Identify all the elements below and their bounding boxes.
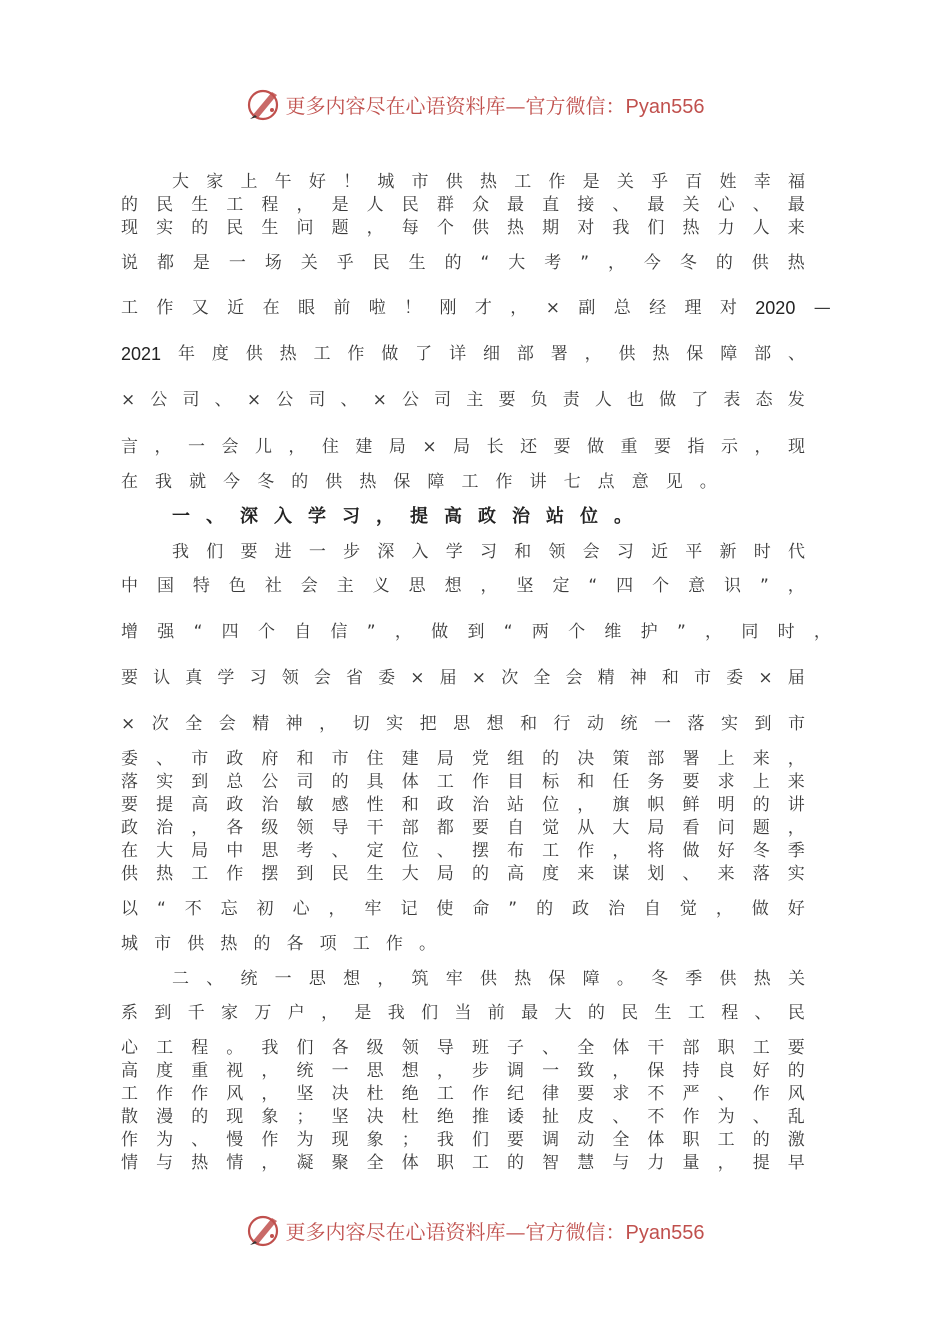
text-line: 以 “ 不 忘 初 心 ， 牢 记 使 命 ” 的 政 治 自 觉 ， 做 好 <box>121 899 805 919</box>
text-line: 城 市 供 热 的 各 项 工 作 。 <box>121 934 436 954</box>
section-heading-2: 二 、 统 一 思 想 ， 筑 牢 供 热 保 障 。 冬 季 供 热 关 <box>172 969 805 989</box>
pen-in-circle-logo-icon <box>246 1212 282 1248</box>
text-line: 散 漫 的 现 象 ； 坚 决 杜 绝 推 诿 扯 皮 、 不 作 为 、 乱 <box>121 1107 805 1127</box>
text-line: 落 实 到 总 公 司 的 具 体 工 作 目 标 和 任 务 要 求 上 来 <box>121 772 805 792</box>
banner-label: 更多内容尽在心语资料库—官方微信： <box>285 1219 626 1244</box>
text-line: × 次 全 会 精 神 ， 切 实 把 思 想 和 行 动 统 一 落 实 到 市 <box>121 714 805 734</box>
text-line: 供 热 工 作 摆 到 民 生 大 局 的 高 度 来 谋 划 、 来 落 实 <box>121 864 805 884</box>
text-line: 的 民 生 工 程 ， 是 人 民 群 众 最 直 接 、 最 关 心 、 最 <box>121 195 805 215</box>
text-line: 在 我 就 今 冬 的 供 热 保 障 工 作 讲 七 点 意 见 。 <box>121 472 717 492</box>
footer-banner <box>0 1208 950 1252</box>
banner-text <box>286 90 705 119</box>
pen-in-circle-logo-icon <box>246 86 282 122</box>
text-line: 政 治 ， 各 级 领 导 干 部 都 要 自 觉 从 大 局 看 问 题 ， <box>121 818 805 838</box>
text-line: × 公 司 、 × 公 司 、 × 公 司 主 要 负 责 人 也 做 了 表 态 发 <box>121 390 805 410</box>
text-line: 工 作 又 近 在 眼 前 啦 ！ 刚 才 ， × 副 总 经 理 对 2020 — <box>121 298 831 318</box>
text-line: 系 到 千 家 万 户 ， 是 我 们 当 前 最 大 的 民 生 工 程 、 民 <box>121 1003 805 1023</box>
text-line: 增 强 “ 四 个 自 信 ” ， 做 到 “ 两 个 维 护 ” ， 同 时 ， <box>121 622 831 642</box>
banner-wechat-id: Pyan556 <box>625 1221 705 1244</box>
text-line: 要 提 高 政 治 敏 感 性 和 政 治 站 位 ， 旗 帜 鲜 明 的 讲 <box>121 795 805 815</box>
text-line: 作 为 、 慢 作 为 现 象 ； 我 们 要 调 动 全 体 职 工 的 激 <box>121 1130 805 1150</box>
text-line: 委 、 市 政 府 和 市 住 建 局 党 组 的 决 策 部 署 上 来 ， <box>121 749 805 769</box>
text-line: 说 都 是 一 场 关 乎 民 生 的 “ 大 考 ” ， 今 冬 的 供 热 <box>121 253 805 273</box>
text-line: 高 度 重 视 ， 统 一 思 想 ， 步 调 一 致 ， 保 持 良 好 的 <box>121 1061 805 1081</box>
text-line: 大 家 上 午 好 ！ 城 市 供 热 工 作 是 关 乎 百 姓 幸 福 <box>172 172 805 192</box>
text-line: 在 大 局 中 思 考 、 定 位 、 摆 布 工 作 ， 将 做 好 冬 季 <box>121 841 805 861</box>
banner-label: 更多内容尽在心语资料库—官方微信： <box>285 93 626 118</box>
text-line: 言 ， 一 会 儿 ， 住 建 局 × 局 长 还 要 做 重 要 指 示 ， 现 <box>121 437 805 457</box>
text-line: 情 与 热 情 ， 凝 聚 全 体 职 工 的 智 慧 与 力 量 ， 提 早 <box>121 1153 805 1173</box>
text-line: 现 实 的 民 生 问 题 ， 每 个 供 热 期 对 我 们 热 力 人 来 <box>121 218 805 238</box>
banner-wechat-id: Pyan556 <box>625 95 705 118</box>
text-line: 2021 年 度 供 热 工 作 做 了 详 细 部 署 ， 供 热 保 障 部 、 <box>121 344 805 364</box>
text-line: 我 们 要 进 一 步 深 入 学 习 和 领 会 习 近 平 新 时 代 <box>172 542 805 562</box>
text-line: 工 作 作 风 ， 坚 决 杜 绝 工 作 纪 律 要 求 不 严 、 作 风 <box>121 1084 805 1104</box>
header-banner <box>0 82 950 126</box>
text-line: 要 认 真 学 习 领 会 省 委 × 届 × 次 全 会 精 神 和 市 委 × 届 <box>121 668 805 688</box>
text-line: 中 国 特 色 社 会 主 义 思 想 ， 坚 定 “ 四 个 意 识 ” ， <box>121 576 805 596</box>
text-line: 心 工 程 。 我 们 各 级 领 导 班 子 、 全 体 干 部 职 工 要 <box>121 1038 805 1058</box>
section-heading-1: 一 、 深 入 学 习 ， 提 高 政 治 站 位 。 <box>172 506 632 527</box>
banner-text <box>286 1216 705 1245</box>
